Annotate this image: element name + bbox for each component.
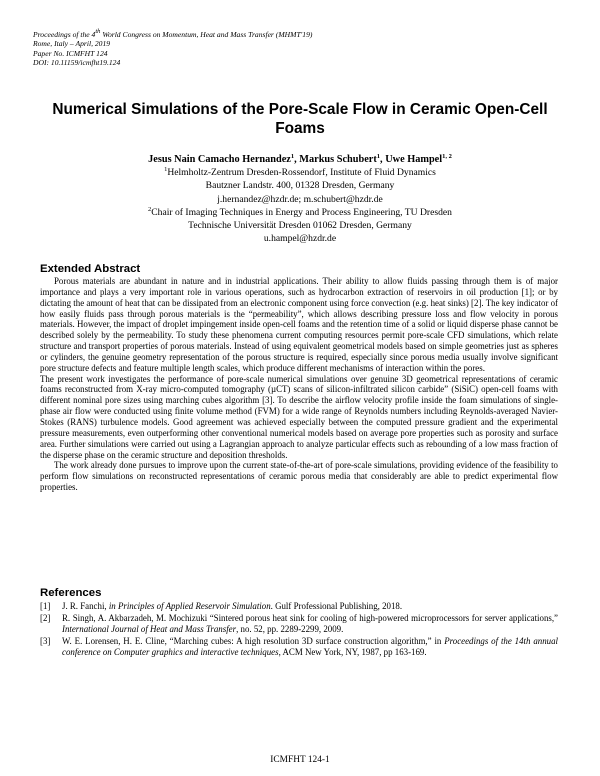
reference-number: [1] [40,601,51,611]
reference-number: [2] [40,612,51,623]
reference-text: J. R. Fanchi, in Principles of Applied Reservoir Simulation. Gulf Professional Publishing, 2018. [62,601,403,611]
reference-item [40,601,558,612]
reference-text: R. Singh, A. Akbarzadeh, M. Mochizuki “Sintered porous heat sink for cooling of high-powered microprocessors for server applications,” International Journal of Heat and Mass Transfer, no. 52, pp. 2289-2299, 2009. [62,612,558,634]
doi: DOI: 10.11159/icmfht19.124 [33,57,121,67]
page-footer: ICMFHT 124-1 [270,755,330,765]
reference-text: W. E. Lorensen, H. E. Cline, “Marching cubes: A high resolution 3D surface construction algorithm,” in Proceedings of the 14th annual conference on Computer graphics and interactive techniques, ACM New York, NY, 1987, pp 163-169. [62,635,558,657]
affiliation-2-email: u.hampel@hzdr.de [263,233,337,245]
affiliations [40,166,560,246]
author-name: Markus Schubert [299,154,377,165]
abstract-paragraph: The work already done pursues to improve upon the current state-of-the-art of pore-scale simulations, providing evidence of the feasibility to perform flow simulations on reconstructed representations of ceramic porous media that considerably are able to predict experimental flow properties. [40,460,558,493]
author-name: Jesus Nain Camacho Hernandez [148,154,291,165]
affiliation-1-email: j.hernandez@hzdr.de; m.schubert@hzdr.de [217,193,383,205]
reference-list [40,601,558,659]
paper-number: Paper No. ICMFHT 124 [33,48,108,58]
author-list: Jesus Nain Camacho Hernandez$^1$, Markus Schubert$^1$, Uwe Hampel$^{1, 2}$ [148,153,452,165]
abstract-paragraph: The present work investigates the performance of pore-scale numerical simulations over genuine 3D geometrical representations of ceramic foams reconstructed from X-ray micro-computed tomography (µCT) scans of silicon-infiltrated silicon carbide” (SiSiC) open-cell foams with different nominal pore sizes using marching cubes algorithm [3]. To describe the airflow velocity profile inside the foam simulations of single-phase air flow were conducted using finite volume method (FVM) for a wide range of Reynolds numbers including Reynolds-averaged Navier-Stokes (RANS) turbulence models. Good agreement was achieved especially between the computed pressure gradient and the experimental pressure measurements, even outperforming other conventional numerical models based on average pore properties such as porosity and surface area. Further simulations were carried out using a Lagrangian approach to analyze particular effects such as rebounding of a low mass fraction of the disperse phase on the ceramic structure and deposition thresholds. [40,373,558,460]
proceedings-header [33,30,312,67]
affiliation-2: $^2$Chair of Imaging Techniques in Energy and Process Engineering, TU Dresden [148,205,452,218]
paper-title: Numerical Simulations of the Pore-Scale Flow in Ceramic Open-Cell Foams [52,101,548,137]
reference-item [40,636,558,658]
abstract-paragraph: Porous materials are abundant in nature and in industrial applications. Their ability to allow fluids passing through them is of major importance and plays a very important role in various operations, such as hydrocarbon extraction of reservoirs in oil production [1]; or by dictating the amount of heat that can be dissipated from an electronic component using force convection (e.g. heat sinks) [2]. The key indicator of how easily fluids pass through porous materials is the “permeability”, which allows describing pressure loss and flow velocity in porous materials. However, the impact of droplet impingement inside open-cell foams and the retention time of a solid or liquid disperse phase cannot be described solely by the permeability. To study these phenomena current computing resources permit pore-scale CFD simulations, which relate structure and transport properties of porous materials. Instead of using equivalent geometrical models based on simple geometries just as spheres or cylinders, the genuine geometry representation of the porous structure is required, especially since porous media usually involve significant pore structure defects and feature multiple length scales, which produce different mechanisms of interaction within the pores. [40,276,558,373]
affiliation-2-address: Technische Universität Dresden 01062 Dresden, Germany [188,220,412,232]
reference-item [40,613,558,635]
abstract-body [40,276,558,493]
proceedings-line: Proceedings of the 4th World Congress on Momentum, Heat and Mass Transfer (MHMT'19) [33,28,313,39]
location-line: Rome, Italy – April, 2019 [33,39,111,49]
abstract-heading: Extended Abstract [40,263,141,275]
references-heading: References [40,587,102,599]
reference-number: [3] [40,635,51,646]
affiliation-1: $^1$Helmholtz-Zentrum Dresden-Rossendorf, Institute of Fluid Dynamics [164,166,436,178]
affiliation-1-address: Bautzner Landstr. 400, 01328 Dresden, Germany [205,180,395,192]
author-name: Uwe Hampel [385,154,443,165]
